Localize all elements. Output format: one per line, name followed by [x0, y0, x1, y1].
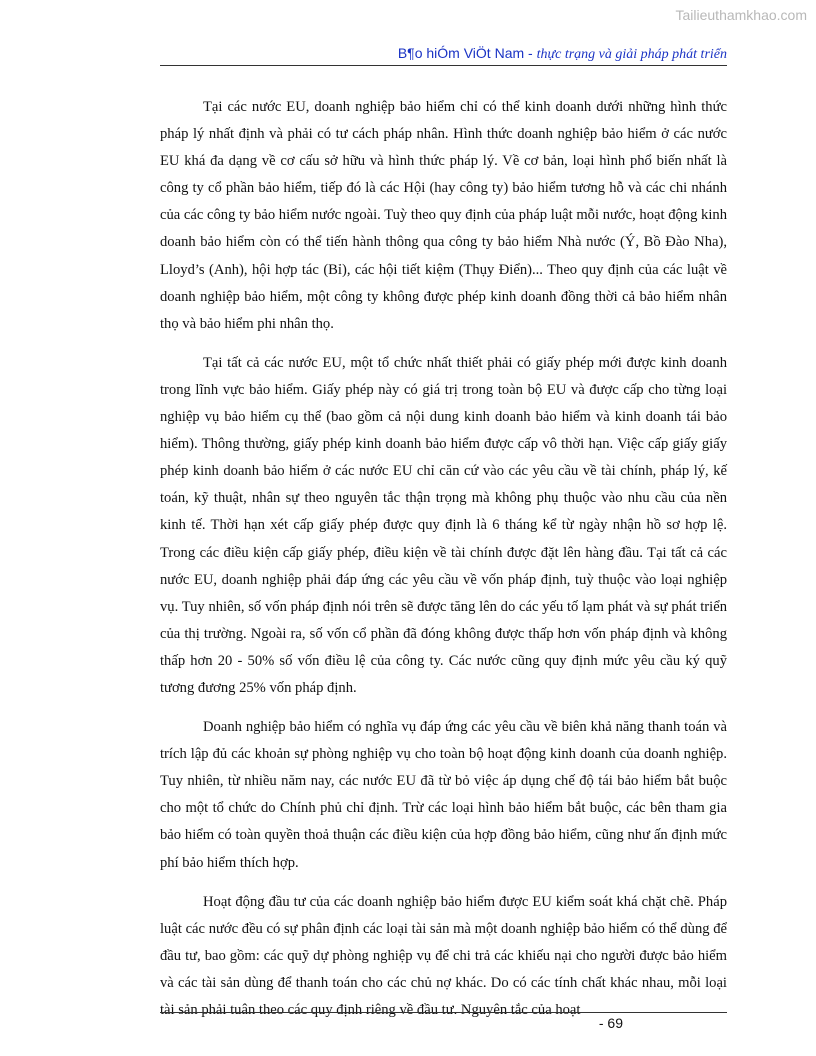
header-rule [160, 65, 727, 66]
page-header [160, 44, 727, 64]
footer-rule [160, 1012, 727, 1013]
header-title: B¶o hiÓm ViÖt Nam [397, 45, 525, 61]
paragraph: Tại các nước EU, doanh nghiệp bảo hiểm chỉ có thể kinh doanh dưới những hình thức pháp lý nhất định và phải có tư cách pháp nhân. Hình thức doanh nghiệp bảo hiểm ở các nước EU khá đa dạng về cơ cấu sở hữu và hình thức pháp lý. Về cơ bản, loại hình phổ biến nhất là công ty cổ phần bảo hiểm, tiếp đó là các Hội (hay công ty) bảo hiểm tương hỗ và các chi nhánh của các công ty bảo hiểm nước ngoài. Tuỳ theo quy định của pháp luật mỗi nước, hoạt động kinh doanh bảo hiểm còn có thể tiến hành thông qua công ty bảo hiểm Nhà nước (Ý, Bồ Đào Nha), Lloyd’s (Anh), hội hợp tác (Bỉ), các hội tiết kiệm (Thụy Điển)... Theo quy định của các luật về doanh nghiệp bảo hiểm, một công ty không được phép kinh doanh đồng thời cả bảo hiểm nhân thọ và bảo hiểm phi nhân thọ. [160, 99, 727, 332]
page-number: - 69 [598, 1015, 623, 1031]
body-text [160, 94, 727, 1036]
watermark-text: Tailieuthamkhao.com [675, 7, 807, 23]
paragraph: Doanh nghiệp bảo hiểm có nghĩa vụ đáp ứng các yêu cầu về biên khả năng thanh toán và trích lập đủ các khoản sự phòng nghiệp vụ cho toàn bộ hoạt động kinh doanh của doanh nghiệp. Tuy nhiên, từ nhiều năm nay, các nước EU đã từ bỏ việc áp dụng chế độ tái bảo hiểm bắt buộc cho một tổ chức do Chính phủ chỉ định. Trừ các loại hình bảo hiểm bắt buộc, các bên tham gia bảo hiểm có toàn quyền thoả thuận các điều kiện của hợp đồng bảo hiểm, cũng như ấn định mức phí bảo hiểm thích hợp. [160, 719, 727, 871]
paragraph: Tại tất cả các nước EU, một tổ chức nhất thiết phải có giấy phép mới được kinh doanh trong lĩnh vực bảo hiểm. Giấy phép này có giá trị trong toàn bộ EU và được cấp cho từng loại nghiệp vụ bảo hiểm cụ thể (bao gồm cả nội dung kinh doanh bảo hiểm và kinh doanh tái bảo hiểm). Thông thường, giấy phép kinh doanh bảo hiểm được cấp vô thời hạn. Việc cấp giấy giấy phép kinh doanh bảo hiểm ở các nước EU chỉ căn cứ vào các yêu cầu về tài chính, pháp lý, kế toán, kỹ thuật, nhân sự theo nguyên tắc thận trọng mà không phụ thuộc vào nhu cầu của nền kinh tế. Thời hạn xét cấp giấy phép được quy định là 6 tháng kể từ ngày nhận hồ sơ hợp lệ. Trong các điều kiện cấp giấy phép, điều kiện về tài chính được đặt lên hàng đầu. Tại tất cả các nước EU, doanh nghiệp phải đáp ứng các yêu cầu về vốn pháp định, tuỳ thuộc vào loại nghiệp vụ. Tuy nhiên, số vốn pháp định nói trên sẽ được tăng lên do các yếu tố lạm phát và sự phát triển của thị trường. Ngoài ra, số vốn cổ phần đã đóng không được thấp hơn vốn pháp định và không thấp hơn 20 - 50% số vốn điều lệ của công ty. Các nước cũng quy định mức yêu cầu ký quỹ tương đương 25% vốn pháp định. [160, 354, 727, 696]
header-separator: - [524, 45, 537, 61]
paragraph: Hoạt động đầu tư của các doanh nghiệp bảo hiểm được EU kiểm soát khá chặt chẽ. Pháp luật các nước đều có sự phân định các loại tài sản mà một doanh nghiệp bảo hiểm có thể dùng để đầu tư, bao gồm: các quỹ dự phòng nghiệp vụ để chi trả các khiếu nại cho người được bảo hiểm và các tài sản dùng để thanh toán cho các chủ nợ khác. Do có các tính chất khác nhau, mỗi loại tài sản phải tuân theo các quy định riêng về đầu tư. Nguyên tắc của hoạt [160, 893, 727, 1018]
header-subtitle: thực trạng và giải pháp phát triển [536, 47, 727, 62]
